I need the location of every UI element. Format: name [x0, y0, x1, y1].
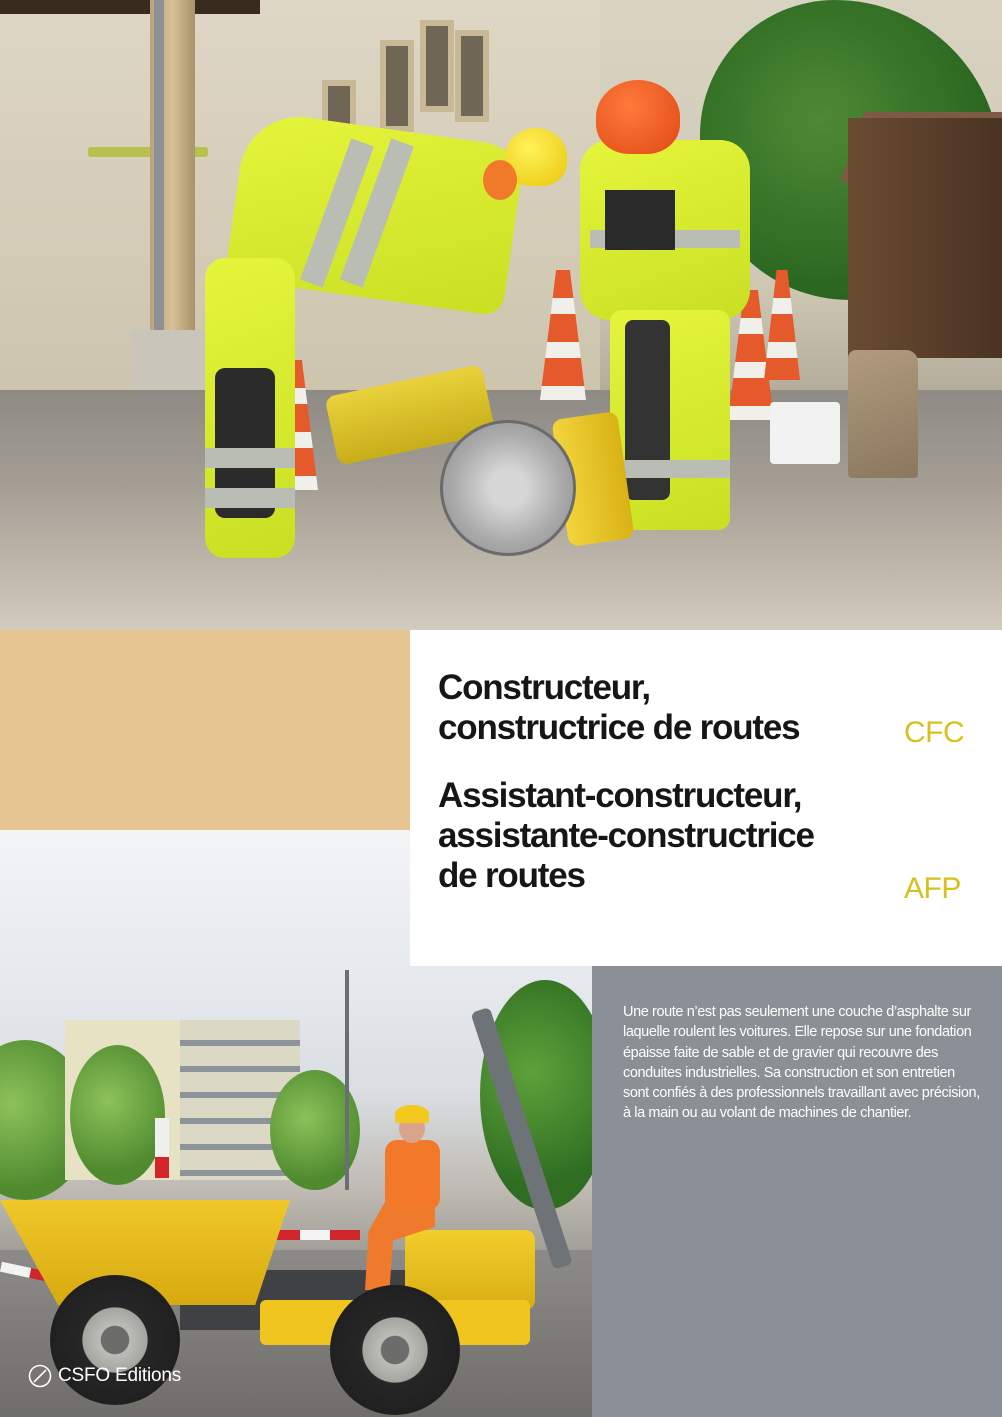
- bollard: [155, 1118, 169, 1178]
- helmet: [395, 1105, 429, 1123]
- compass-icon: [28, 1364, 52, 1388]
- cut-off-saw: [330, 370, 590, 570]
- porch-roof: [0, 0, 260, 14]
- tree: [70, 1045, 165, 1185]
- ear-protection: [483, 160, 517, 200]
- title-panel: [410, 630, 1002, 966]
- csfo-logo: [28, 1364, 181, 1388]
- top-photo: [0, 0, 1002, 630]
- window: [420, 20, 454, 112]
- wheel: [330, 1285, 460, 1415]
- cement-sack: [848, 350, 918, 478]
- afp-badge: AFP: [904, 872, 961, 905]
- title-line: assistante-constructrice: [438, 816, 814, 855]
- title-line: Constructeur,: [438, 668, 650, 707]
- primary-title: [438, 668, 978, 748]
- wooden-shed: [848, 118, 1002, 358]
- driver: [355, 1105, 475, 1290]
- helmet: [596, 80, 680, 154]
- secondary-title: [438, 776, 978, 896]
- title-line: constructrice de routes: [438, 708, 800, 747]
- drain-pipe: [154, 0, 164, 330]
- description-text: Une route n’est pas seulement une couche d’asphalte sur laquelle roulent les voitures. Elle repose sur une fondation épaisse faite de sable et de gravier qui recouvre des conduites industrielles. Sa construction et son entretien sont confiés à des professionnels travaillant avec précision, à la main ou au volant de machines de chantier.: [623, 1004, 980, 1122]
- street-lamp: [345, 970, 349, 1190]
- logo-label: CSFO Editions: [58, 1365, 182, 1386]
- tan-accent-block: [0, 630, 410, 830]
- title-line: de routes: [438, 856, 585, 895]
- window: [455, 30, 489, 122]
- bucket: [770, 402, 840, 464]
- cfc-badge: CFC: [904, 716, 965, 749]
- description-panel: [592, 966, 1002, 1417]
- title-line: Assistant-constructeur,: [438, 776, 802, 815]
